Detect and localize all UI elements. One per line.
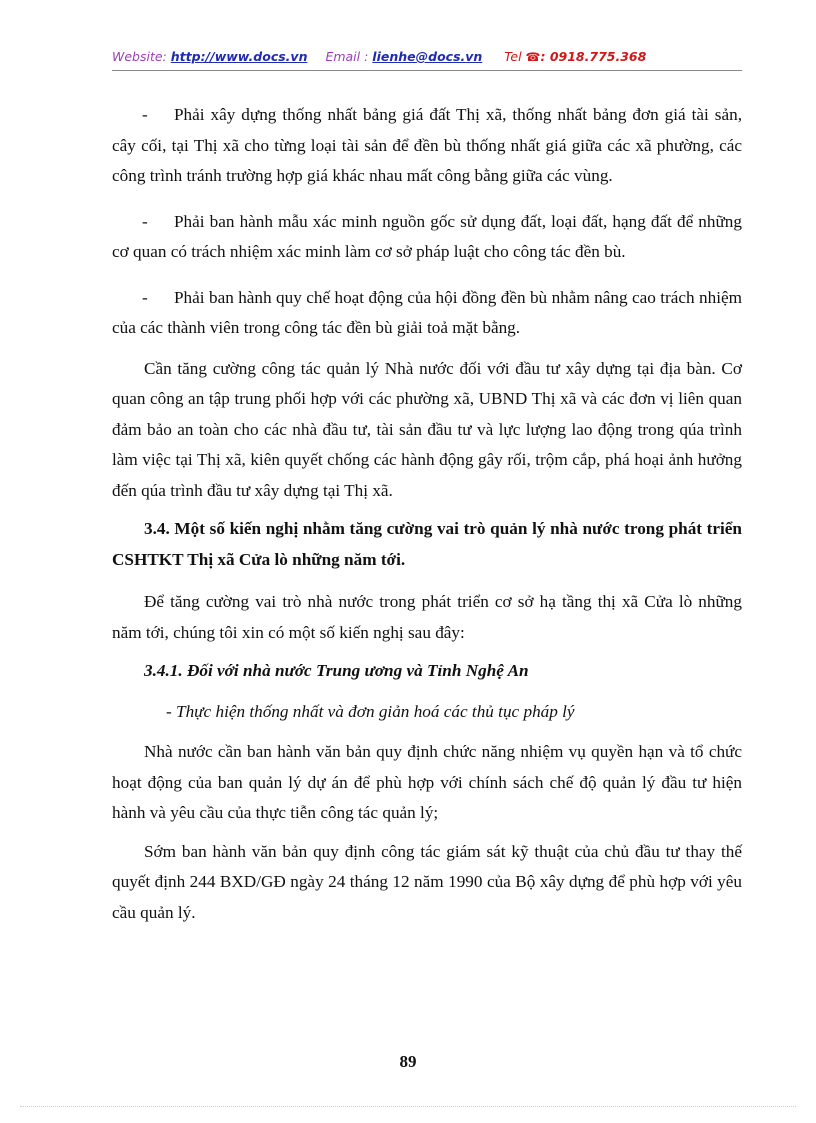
bullet-paragraph: [112, 100, 742, 192]
paragraph-intro: Để tăng cường vai trò nhà nước trong phát triển cơ sở hạ tầng thị xã Cửa lò những năm tới, chúng tôi xin có một số kiến nghị sau đây:: [112, 592, 742, 642]
website-label: Website:: [112, 49, 167, 64]
bullet-dash: -: [142, 287, 148, 307]
section-heading: 3.4. Một số kiến nghị nhằm tăng cường vai trò quản lý nhà nước trong phát triển CSHTKT Thị xã Cửa lò những năm tới.: [112, 519, 742, 569]
phone-icon: ☎: [525, 50, 541, 64]
tel-value: : 0918.775.368: [540, 49, 647, 64]
paragraph-security: Cần tăng cường công tác quản lý Nhà nước đối với đầu tư xây dựng tại địa bàn. Cơ quan công an tập trung phối hợp với các phường xã, UBND Thị xã và các đơn vị liên quan đảm bảo an toàn cho các nhà đầu tư, tài sản đầu tư và lực lượng lao động trong qúa trình làm việc tại Thị xã, kiên quyết chống các hành động gây rối, trộm cắp, phá hoại ảnh hưởng đến qúa trình đầu tư xây dựng tại Thị xã.: [112, 358, 742, 500]
footer-divider: [20, 1106, 796, 1107]
italic-point: - Thực hiện thống nhất và đơn giản hoá các thủ tục pháp lý: [166, 701, 575, 721]
email-label: Email :: [325, 49, 369, 64]
bullet-text: Phải ban hành quy chế hoạt động của hội đồng đền bù nhằm nâng cao trách nhiệm của các thành viên trong công tác đền bù giải toả mặt bằng.: [112, 287, 742, 337]
bullet-paragraph: [112, 207, 742, 268]
subsection-heading: 3.4.1. Đối với nhà nước Trung ương và Tỉnh Nghệ An: [144, 661, 529, 680]
page-number: 89: [399, 1052, 417, 1071]
bullet-text: Phải xây dựng thống nhất bảng giá đất Thị xã, thống nhất bảng đơn giá tài sản, cây cối, tại Thị xã cho từng loại tài sản để đền bù thống nhất giá giữa các xã phường, các công trình tránh trường hợp giá khác nhau mất công bằng giữa các vùng.: [112, 105, 742, 185]
tel-label: Tel: [504, 49, 522, 64]
bullet-text: Phải ban hành mẫu xác minh nguồn gốc sử dụng đất, loại đất, hạng đất để những cơ quan có trách nhiệm xác minh làm cơ sở pháp luật cho công tác đền bù.: [112, 211, 742, 261]
bullet-dash: -: [142, 211, 148, 231]
website-link[interactable]: http://www.docs.vn: [170, 49, 308, 64]
header-divider: [112, 70, 742, 71]
paragraph-regulation: Nhà nước cần ban hành văn bản quy định chức năng nhiệm vụ quyền hạn và tổ chức hoạt động của ban quản lý dự án để phù hợp với chính sách chế độ quản lý đầu tư hiện hành và yêu cầu của thực tiễn công tác quản lý;: [112, 742, 742, 822]
bullet-dash: -: [142, 105, 148, 124]
email-link[interactable]: lienhe@docs.vn: [372, 49, 483, 64]
paragraph-supervision: Sớm ban hành văn bản quy định công tác giám sát kỹ thuật của chủ đầu tư thay thế quyết định 244 BXD/GĐ ngày 24 tháng 12 năm 1990 của Bộ xây dựng để phù hợp với yêu cầu quản lý.: [112, 841, 742, 922]
bullet-paragraph: [112, 283, 742, 344]
document-body: [112, 100, 742, 936]
page-header: [112, 49, 742, 64]
